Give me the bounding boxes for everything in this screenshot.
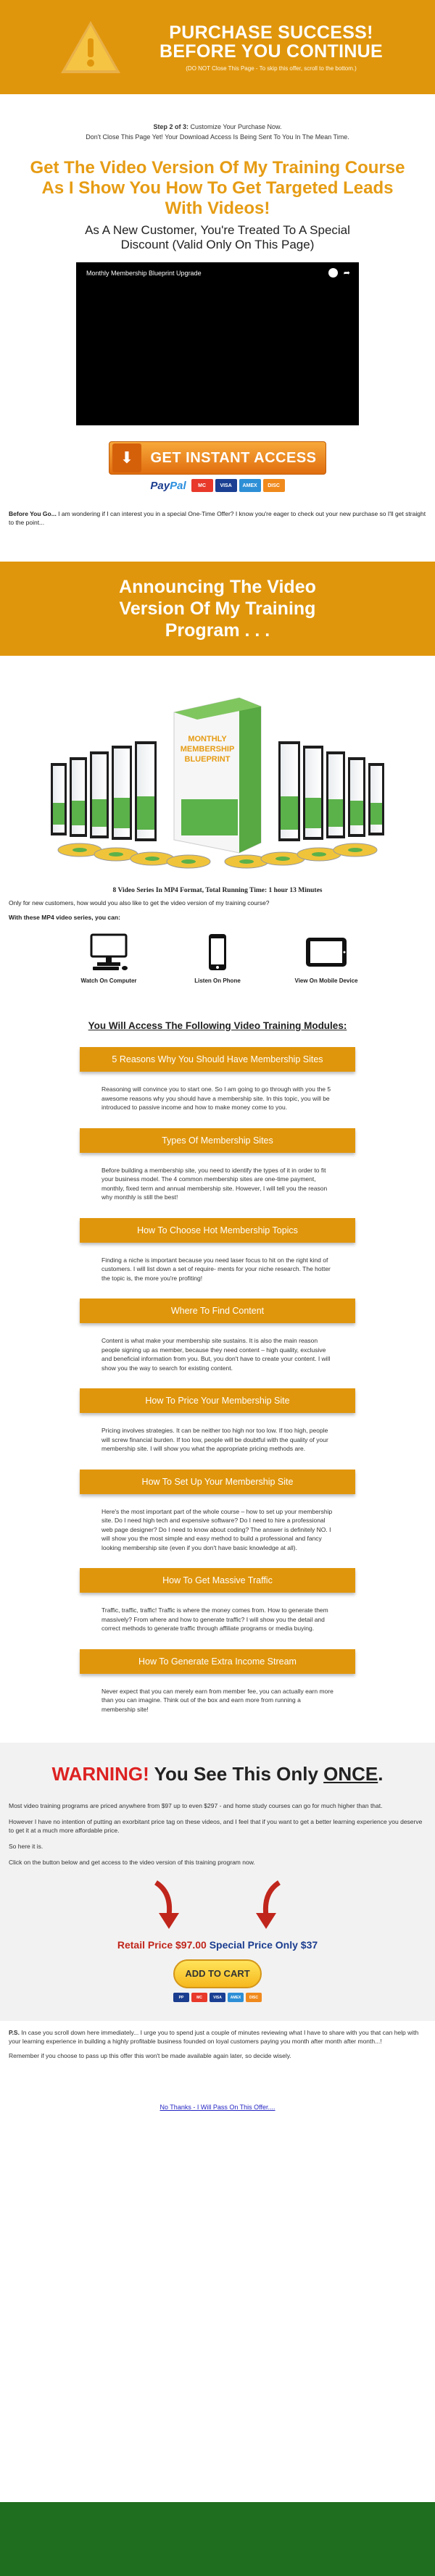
module-desc: Here's the most important part of the whole course – how to set up your membership site. Do I need high tech and expensive software? Do I need to hire a professional web page designer? Do I need to know about coding? The answer is definitely NO. I will show you the most simple and easy method to build a professional and fancy looking membership site (even if you don't have basic knowledge at all). [102,1507,333,1551]
module-desc: Never expect that you can merely earn from member fee, you can actually earn more than you can imagine. Think out of the box and earn more from running a membership site! [102,1687,334,1713]
before-body: I am wondering if I can interest you in a special One-Time Offer? I know you're eager to check out your new purchase so I'll get straight to the point... [9,510,426,526]
amex-small-icon: AMEX [228,1993,244,2002]
product-image [0,676,435,883]
module-desc: Before building a membership site, you need to identify the types of it in order to fit your business model. The 4 common membership sites are one-time payment, monthly, fixed term and annual membership site. However, I will tell you the reason why monthly is still the best! [102,1166,328,1201]
device-computer [69,933,149,984]
video-player[interactable] [76,262,359,425]
add-to-cart-button[interactable]: ADD TO CART [173,1959,262,1988]
tablet-icon [304,933,348,971]
watch-later-icon[interactable] [328,268,338,278]
module-title: Where To Find Content [80,1299,355,1323]
red-arrow-icon [250,1880,285,1930]
module-title: Types Of Membership Sites [80,1128,355,1153]
price-line [0,1939,435,1951]
arrows [0,1880,435,1930]
module-desc: Finding a niche is important because you need laser focus to hit on the right kind of customers. I will list down a set of require- ments for your niche research. The hotter the topic is, the more you're profiting! [102,1256,331,1282]
module-desc: Pricing involves strategies. It can be neither too high nor too low. If too high, people will screw financial burden. If too low, people will be doubtful with the quality of your membership site. I will show you what the appropriate pricing methods are. [102,1427,328,1452]
svg-text:BLUEPRINT: BLUEPRINT [184,755,231,764]
mastercard-icon: MC [191,479,213,492]
header-title-line1: PURCHASE SUCCESS! [169,22,373,43]
offer-paragraph: Most video training programs are priced anywhere from $97 up to even $297 - and home study courses can go for much higher than that. [9,1802,383,1809]
paypal-logo [150,480,186,492]
video-title: Monthly Membership Blueprint Upgrade [86,270,202,277]
device-label-phone: Listen On Phone [194,978,241,984]
box-title: MONTHLY [188,735,227,743]
red-arrow-icon [150,1880,185,1930]
share-icon[interactable]: ➦ [343,269,350,278]
modules-list [80,1047,355,1714]
device-icons [54,933,381,984]
computer-icon [87,933,130,971]
warning-text: You See This Only [149,1763,324,1785]
device-label-tablet: View On Mobile Device [294,978,358,984]
module-title: How To Price Your Membership Site [80,1388,355,1413]
svg-text:MEMBERSHIP: MEMBERSHIP [180,745,235,754]
cta-label: GET INSTANT ACCESS [150,449,317,466]
payment-logos [0,479,435,492]
before-you-go-text [9,509,426,527]
step-line2: Don't Close This Page Yet! Your Download Access Is Being Sent To You In The Mean Time. [86,133,349,141]
sub-headline: As A New Customer, You're Treated To A Special Discount (Valid Only On This Page) [85,223,350,251]
payment-logos-small [0,1993,435,2002]
ps-body: In case you scroll down here immediately... I urge you to spend just a couple of minutes reviewing what I have to share with you that can help with your learning experience in building a highly profitable business founded on loyal customers paying you month after month after month...! [9,2029,419,2045]
arrow-down-icon: ⬇ [112,443,141,472]
paypal-small-icon: PP [173,1993,189,2002]
module-desc: Reasoning will convince you to start one. So I am going to go through with you the 5 awesome reasons why you should have a membership site. In this topic, you will be introduced to passive income and how to make money come to you. [102,1085,331,1111]
before-bold: Before You Go... [9,510,57,517]
video-series-info: 8 Video Series In MP4 Format, Total Running Time: 1 hour 13 Minutes [112,887,323,894]
offer-paragraph: However I have no intention of putting an exorbitant price tag on these videos, and I feel that if you want to get a better learning experience you deserve to get it at a much more affordable price. [9,1818,423,1834]
discover-small-icon: DISC [246,1993,262,2002]
phone-icon [196,933,239,971]
only-new-customers-text: Only for new customers, how would you also like to get the video version of my training course? [9,899,270,906]
retail-price: Retail Price $97.00 [117,1939,207,1951]
device-phone [178,933,257,984]
get-instant-access-button[interactable] [109,441,326,475]
footer-bar [0,2502,435,2576]
offer-section [0,1743,435,2021]
modules-heading: You Will Access The Following Video Training Modules: [88,1020,347,1031]
warning-period: . [378,1763,384,1785]
remember-text: Remember if you choose to pass up this offer this won't be made available again later, so decide wisely. [9,2052,291,2059]
step-label: Step 2 of 3: [153,123,188,130]
device-label-computer: Watch On Computer [80,978,137,984]
step-text [0,122,435,142]
special-price: Special Price Only $37 [209,1939,318,1951]
success-header [0,0,435,94]
module-title: How To Set Up Your Membership Site [80,1470,355,1494]
module-title: How To Get Massive Traffic [80,1568,355,1593]
module-desc: Content is what make your membership site sustains. It is also the main reason people signing up as member, because they need content – high quality, exclusive and beneficial information from you. But, you don't have to create your content. I will show you the way to search for existing content. [102,1337,331,1372]
visa-icon: VISA [215,479,237,492]
paypal-text-2: Pal [170,479,186,492]
offer-paragraph: Click on the button below and get access to the video version of this training program now. [9,1859,255,1866]
offer-paragraph: So here it is. [9,1843,44,1850]
with-these-text: With these MP4 video series, you can: [9,914,120,921]
ps-bold: P.S. [9,2029,20,2036]
module-title: 5 Reasons Why You Should Have Membership Sites [80,1047,355,1072]
warning-triangle-icon [58,18,123,76]
visa-small-icon: VISA [210,1993,225,2002]
module-desc: Traffic, traffic, traffic! Traffic is where the money comes from. How to generate them massively? From where and how to generate traffic? I will show you the detail and correct methods to generate traffic through affiliate programs or media buying. [102,1606,328,1632]
mastercard-small-icon: MC [191,1993,207,2002]
header-subtitle: (DO NOT Close This Page - To skip this offer, scroll to the bottom.) [186,64,357,72]
module-title: How To Choose Hot Membership Topics [80,1218,355,1243]
module-title: How To Generate Extra Income Stream [80,1649,355,1674]
announcement-band: Announcing The Video Version Of My Training Program . . . [0,562,435,656]
warning-once: ONCE [323,1763,378,1785]
step-label-rest: Customize Your Purchase Now. [188,123,282,130]
device-tablet [286,933,366,984]
no-thanks-link[interactable]: No Thanks - I Will Pass On This Offer.... [160,2104,276,2111]
amex-icon: AMEX [239,479,261,492]
paypal-text-1: Pay [150,479,170,492]
main-headline: Get The Video Version Of My Training Course As I Show You How To Get Targeted Leads With Videos! [30,158,405,218]
header-title-line2: BEFORE YOU CONTINUE [159,41,384,62]
warning-word: WARNING! [51,1763,149,1785]
warning-heading [0,1763,435,1785]
discover-icon: DISC [263,479,285,492]
ps-text [9,2028,426,2046]
